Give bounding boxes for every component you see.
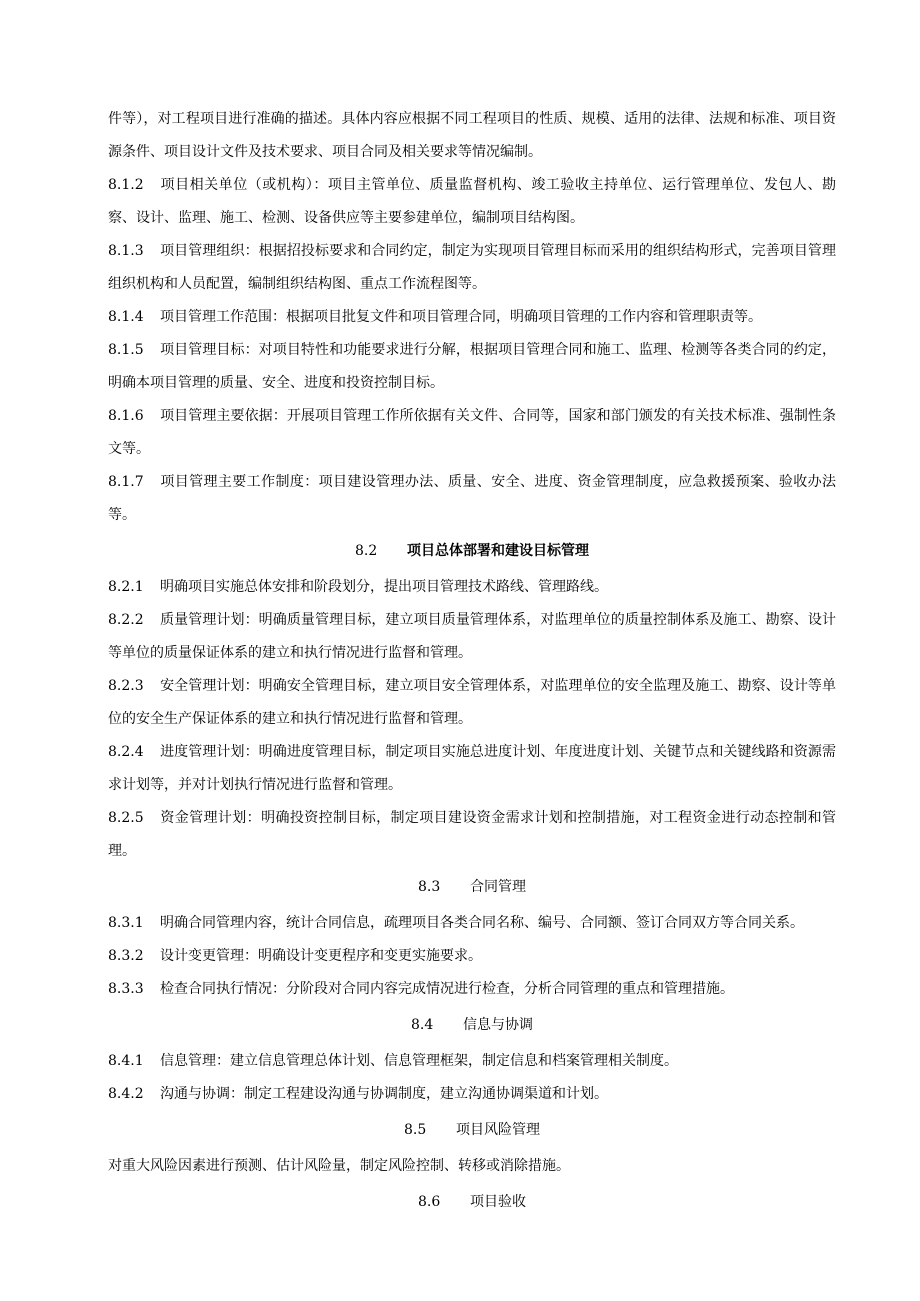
clause-number: 8.3.3 <box>108 981 144 997</box>
clause-number: 8.2.2 <box>108 612 144 628</box>
section-number: 8.2 <box>355 543 378 559</box>
paragraph-text: 进度管理计划：明确进度管理目标，制定项目实施总进度计划、年度进度计划、关键节点和关键线路和资源需求计划等，并对计划执行情况进行监督和管理。 <box>108 744 836 793</box>
clause-number: 8.4.2 <box>108 1086 144 1102</box>
clause-number: 8.3.2 <box>108 948 144 964</box>
paragraph-text: 资金管理计划：明确投资控制目标，制定项目建设资金需求计划和控制措施，对工程资金进行动态控制和管理。 <box>108 810 836 859</box>
clause-number: 8.1.4 <box>108 309 144 325</box>
paragraph-text: 明确项目实施总体安排和阶段划分，提出项目管理技术路线、管理路线。 <box>160 579 608 595</box>
section-number: 8.5 <box>404 1122 427 1138</box>
section-heading-8-3 <box>108 871 836 904</box>
paragraph-text: 信息管理：建立信息管理总体计划、信息管理框架，制定信息和档案管理相关制度。 <box>160 1053 678 1069</box>
section-heading-8-6 <box>108 1186 836 1219</box>
clause-number: 8.1.2 <box>108 177 144 193</box>
paragraph-text: 项目管理主要工作制度：项目建设管理办法、质量、安全、进度、资金管理制度，应急救援预案、验收办法等。 <box>108 474 836 523</box>
clause-number: 8.2.3 <box>108 678 144 694</box>
paragraph-text: 设计变更管理：明确设计变更程序和变更实施要求。 <box>160 948 482 964</box>
paragraph-text: 项目相关单位（或机构）：项目主管单位、质量监督机构、竣工验收主持单位、运行管理单位、发包人、勘察、设计、监理、施工、检测、设备供应等主要参建单位，编制项目结构图。 <box>108 177 836 226</box>
paragraph-8-2-2 <box>108 604 836 670</box>
clause-number: 8.1.5 <box>108 342 144 358</box>
paragraph-8-4-1 <box>108 1045 836 1078</box>
paragraph-text: 沟通与协调：制定工程建设沟通与协调制度，建立沟通协调渠道和计划。 <box>160 1086 608 1102</box>
section-number: 8.6 <box>418 1194 441 1210</box>
paragraph-8-2-4 <box>108 736 836 802</box>
section-title: 信息与协调 <box>463 1017 533 1033</box>
section-heading-8-5 <box>108 1114 836 1147</box>
paragraph-8-4-2 <box>108 1078 836 1111</box>
paragraph-text: 质量管理计划：明确质量管理目标，建立项目质量管理体系，对监理单位的质量控制体系及施工、勘察、设计等单位的质量保证体系的建立和执行情况进行监督和管理。 <box>108 612 836 661</box>
paragraph-8-1-7 <box>108 466 836 532</box>
section-title: 项目风险管理 <box>456 1122 540 1138</box>
paragraph-text: 件等），对工程项目进行准确的描述。具体内容应根据不同工程项目的性质、规模、适用的法律、法规和标准、项目资源条件、项目设计文件及技术要求、项目合同及相关要求等情况编制。 <box>108 111 836 160</box>
paragraph-text: 项目管理主要依据：开展项目管理工作所依据有关文件、合同等，国家和部门颁发的有关技术标准、强制性条文等。 <box>108 408 836 457</box>
clause-number: 8.3.1 <box>108 915 144 931</box>
section-heading-8-2 <box>108 535 836 568</box>
section-title: 项目总体部署和建设目标管理 <box>407 543 589 559</box>
paragraph-text: 项目管理目标：对项目特性和功能要求进行分解，根据项目管理合同和施工、监理、检测等各类合同的约定，明确本项目管理的质量、安全、进度和投资控制目标。 <box>108 342 836 391</box>
paragraph-8-3-2 <box>108 940 836 973</box>
paragraph-text: 项目管理组织：根据招投标要求和合同约定，制定为实现项目管理目标而采用的组织结构形式，完善项目管理组织机构和人员配置，编制组织结构图、重点工作流程图等。 <box>108 243 836 292</box>
paragraph-8-3-1 <box>108 907 836 940</box>
paragraph-8-2-1 <box>108 571 836 604</box>
paragraph-8-1-2 <box>108 169 836 235</box>
paragraph-text: 明确合同管理内容，统计合同信息，疏理项目各类合同名称、编号、合同额、签订合同双方等合同关系。 <box>160 915 804 931</box>
clause-number: 8.1.3 <box>108 243 144 259</box>
paragraph-8-3-3 <box>108 973 836 1006</box>
paragraph-8-1-4 <box>108 301 836 334</box>
clause-number: 8.2.1 <box>108 579 144 595</box>
paragraph-continuation <box>108 103 836 169</box>
paragraph-text: 项目管理工作范围：根据项目批复文件和项目管理合同，明确项目管理的工作内容和管理职责等。 <box>160 309 762 325</box>
paragraph-8-1-3 <box>108 235 836 301</box>
section-title: 合同管理 <box>470 879 526 895</box>
paragraph-8-5 <box>108 1150 836 1183</box>
paragraph-text: 检查合同执行情况：分阶段对合同内容完成情况进行检查，分析合同管理的重点和管理措施。 <box>160 981 734 997</box>
section-heading-8-4 <box>108 1009 836 1042</box>
paragraph-8-2-5 <box>108 802 836 868</box>
clause-number: 8.1.7 <box>108 474 144 490</box>
paragraph-8-1-6 <box>108 400 836 466</box>
section-number: 8.3 <box>418 879 441 895</box>
section-number: 8.4 <box>411 1017 434 1033</box>
clause-number: 8.2.4 <box>108 744 144 760</box>
clause-number: 8.2.5 <box>108 810 144 826</box>
paragraph-text: 对重大风险因素进行预测、估计风险量，制定风险控制、转移或消除措施。 <box>108 1158 570 1174</box>
paragraph-text: 安全管理计划：明确安全管理目标，建立项目安全管理体系，对监理单位的安全监理及施工、勘察、设计等单位的安全生产保证体系的建立和执行情况进行监督和管理。 <box>108 678 836 727</box>
paragraph-8-1-5 <box>108 334 836 400</box>
clause-number: 8.1.6 <box>108 408 144 424</box>
clause-number: 8.4.1 <box>108 1053 144 1069</box>
paragraph-8-2-3 <box>108 670 836 736</box>
document-page <box>108 103 836 1222</box>
section-title: 项目验收 <box>470 1194 526 1210</box>
